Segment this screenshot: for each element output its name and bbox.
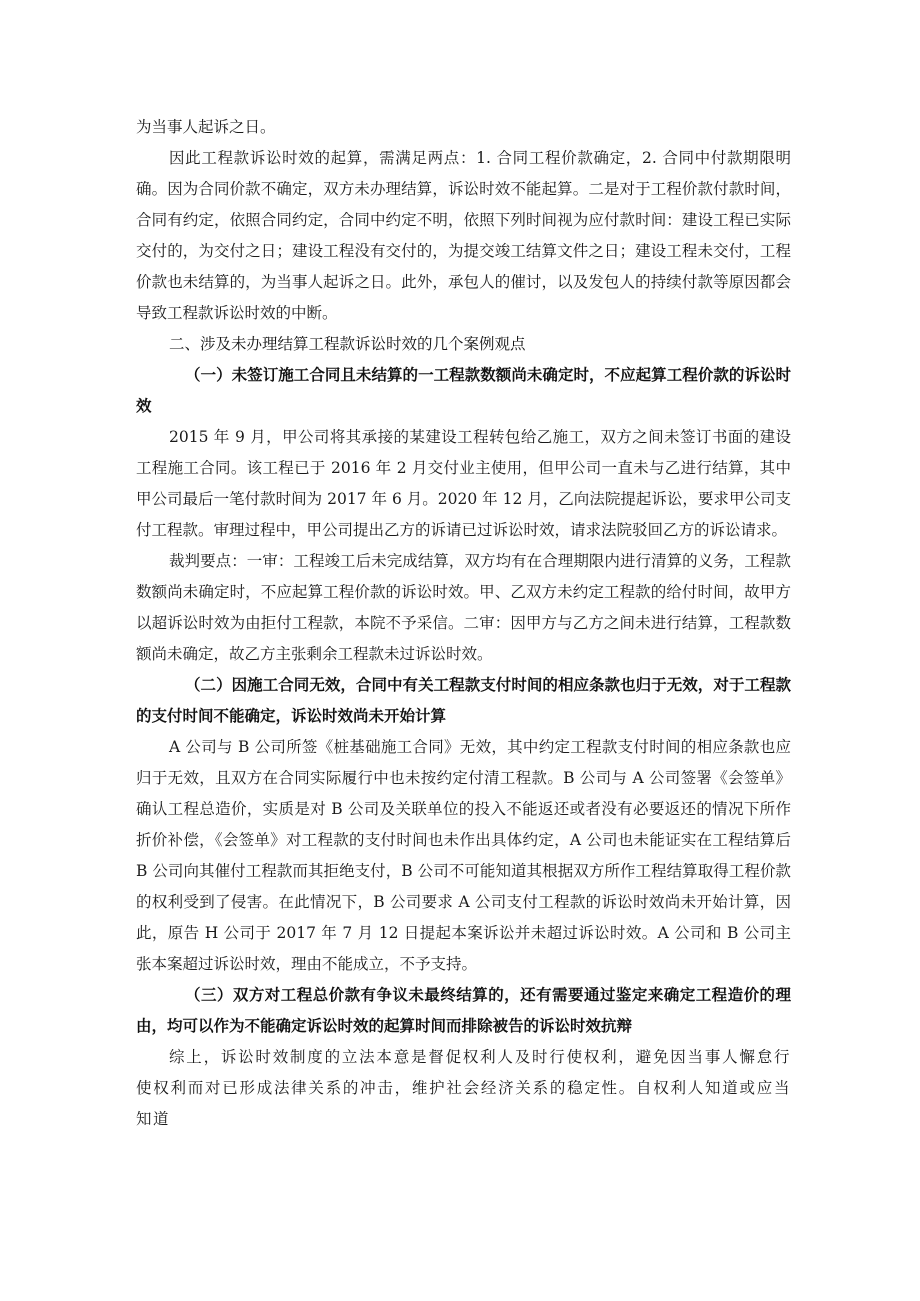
paragraph-continuation: 为当事人起诉之日。 (136, 118, 276, 136)
section-heading-2: 二、涉及未办理结算工程款诉讼时效的几个案例观点 (169, 335, 526, 353)
paragraph-case-2: A 公司与 B 公司所签《桩基础施工合同》无效，其中约定工程款支付时间的相应条款也应归于无效，且双方在合同实际履行中也未按约定付清工程款。B 公司与 A 公司签署《会签单》确认工程总造价，实质是对 B 公司及关联单位的投入不能返还或者没有必要返还的情况下所作折价补偿，《会签单》对工程款的支付时间也未作出具体约定，A 公司也未能证实在工程结算后 B 公司向其催付工程款而其拒绝支付，B 公司不可能知道其根据双方所作工程结算取得工程价款的权利受到了侵害。在此情况下，B 公司要求 A 公司支付工程款的诉讼时效尚未开始计算，因此，原告 H 公司于 2017 年 7 月 12 日提起本案诉讼并未超过诉讼时效。A 公司和 B 公司主张本案超过诉讼时效，理由不能成立，不予支持。 (136, 738, 791, 973)
case-heading-3: （三）双方对工程总价款有争议未最终结算的，还有需要通过鉴定来确定工程造价的理由，均可以作为不能确定诉讼时效的起算时间而排除被告的诉讼时效抗辩 (136, 986, 791, 1035)
document-page (136, 112, 791, 1135)
paragraph-case-1-facts: 2015 年 9 月，甲公司将其承接的某建设工程转包给乙施工，双方之间未签订书面的建设工程施工合同。该工程已于 2016 年 2 月交付业主使用，但甲公司一直未与乙进行结算，其中甲公司最后一笔付款时间为 2017 年 6 月。2020 年 12 月，乙向法院提起诉讼，要求甲公司支付工程款。审理过程中，甲公司提出乙方的诉请已过诉讼时效，请求法院驳回乙方的诉讼请求。 (136, 428, 791, 539)
paragraph-limitation-start: 因此工程款诉讼时效的起算，需满足两点：1. 合同工程价款确定，2. 合同中付款期限明确。因为合同价款不确定，双方未办理结算，诉讼时效不能起算。二是对于工程价款付款时间，合同有约定，依照合同约定，合同中约定不明，依照下列时间视为应付款时间：建设工程已实际交付的，为交付之日；建设工程没有交付的，为提交竣工结算文件之日；建设工程未交付，工程价款也未结算的，为当事人起诉之日。此外，承包人的催讨，以及发包人的持续付款等原因都会导致工程款诉讼时效的中断。 (136, 149, 791, 322)
case-heading-2: （二）因施工合同无效，合同中有关工程款支付时间的相应条款也归于无效，对于工程款的支付时间不能确定，诉讼时效尚未开始计算 (136, 676, 791, 725)
paragraph-case-1-ruling: 裁判要点：一审：工程竣工后未完成结算，双方均有在合理期限内进行清算的义务，工程款数额尚未确定时，不应起算工程价款的诉讼时效。甲、乙双方未约定工程款的给付时间，故甲方以超诉讼时效为由拒付工程款，本院不予采信。二审：因甲方与乙方之间未进行结算，工程款数额尚未确定，故乙方主张剩余工程款未过诉讼时效。 (136, 552, 791, 663)
paragraph-conclusion: 综上，诉讼时效制度的立法本意是督促权利人及时行使权利，避免因当事人懈怠行使权利而对已形成法律关系的冲击，维护社会经济关系的稳定性。自权利人知道或应当知道 (136, 1048, 791, 1128)
case-heading-1: （一）未签订施工合同且未结算的一工程款数额尚未确定时，不应起算工程价款的诉讼时效 (136, 366, 791, 415)
